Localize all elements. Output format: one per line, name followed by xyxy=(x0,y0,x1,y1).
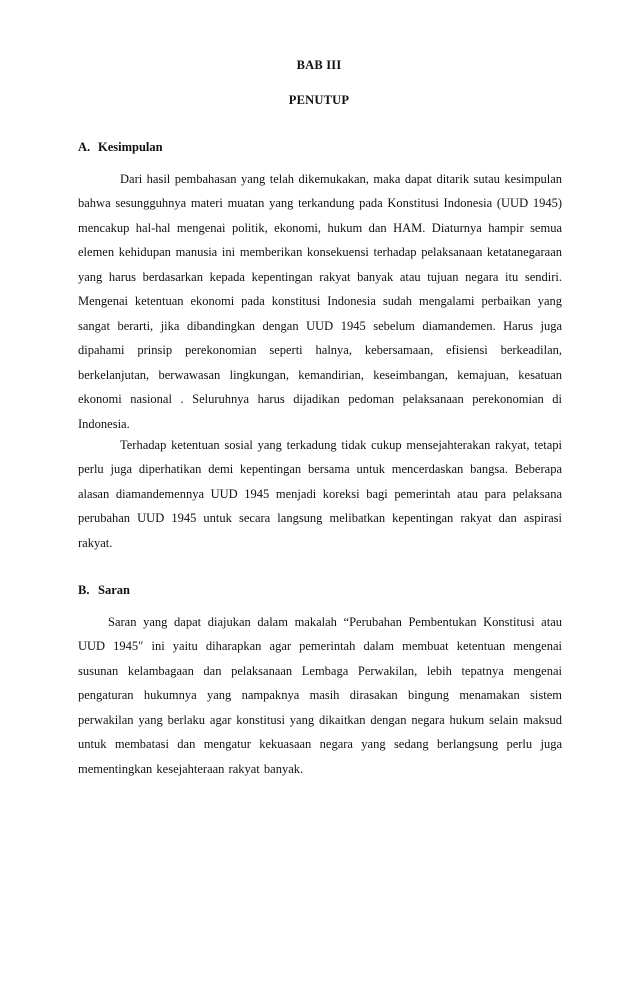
section-number: A. xyxy=(78,140,91,154)
chapter-title: PENUTUP xyxy=(288,93,350,107)
paragraph-kesimpulan-2: Terhadap ketentuan sosial yang terkadung tidak cukup mensejahterakan rakyat, tetapi perlu juga diperhatikan demi kepentingan bersama untuk mencerdaskan bangsa. Beberapa alasan diamandemennya UUD 1945 menjadi koreksi bagi pemerintah atau para pelaksana perubahan UUD 1945 untuk secara langsung melibatkan kepentingan rakyat dan aspirasi rakyat. xyxy=(78,437,562,550)
section-title: Kesimpulan xyxy=(98,140,163,154)
paragraph-kesimpulan-1: Dari hasil pembahasan yang telah dikemukakan, maka dapat ditarik sutau kesimpulan bahwa sesungguhnya materi muatan yang terkandung pada Konstitusi Indonesia (UUD 1945) mencakup hal-hal mengenai politik, ekonomi, hukum dan HAM. Diaturnya hampir semua elemen kehidupan manusia ini memberikan konsekuensi terhadap pelaksanaan ketatanegaraan yang harus berdasarkan kepada kepentingan rakyat banyak atau tujuan negara itu sendiri. Mengenai ketentuan ekonomi pada konstitusi Indonesia sudah mengalami perbaikan yang sangat berarti, jika dibandingkan dengan UUD 1945 sebelum diamandemen. Harus juga dipahami prinsip perekonomian seperti halnya, kebersamaan, efisiensi berkeadilan, berkelanjutan, berwawasan lingkungan, kemandirian, keseimbangan, kemajuan, kesatuan ekonomi nasional . Seluruhnya harus dijadikan pedoman pelaksanaan perekonomian di Indonesia. xyxy=(78,171,562,431)
section-heading-saran xyxy=(78,583,130,598)
chapter-heading: BAB III xyxy=(296,58,342,72)
paragraph-saran-1: Saran yang dapat diajukan dalam makalah “Perubahan Pembentukan Konstitusi atau UUD 1945″ ini yaitu diharapkan agar pemerintah dalam membuat ketentuan mengenai susunan kelambagaan dan pelaksanaan Lembaga Perwakilan, lebih tepatnya mengenai pengaturan hukumnya yang nampaknya masih dirasakan bingung menamakan sistem perwakilan yang berlaku agar konstitusi yang dikaitkan dengan negara hukum selain maksud untuk membatasi dan mengatur kekuasaan negara yang sedang berlangsung perlu juga mementingkan kesejahteraan rakyat banyak. xyxy=(78,614,562,776)
section-heading-kesimpulan xyxy=(78,140,163,155)
section-title: Saran xyxy=(98,583,130,597)
section-number: B. xyxy=(78,583,90,597)
